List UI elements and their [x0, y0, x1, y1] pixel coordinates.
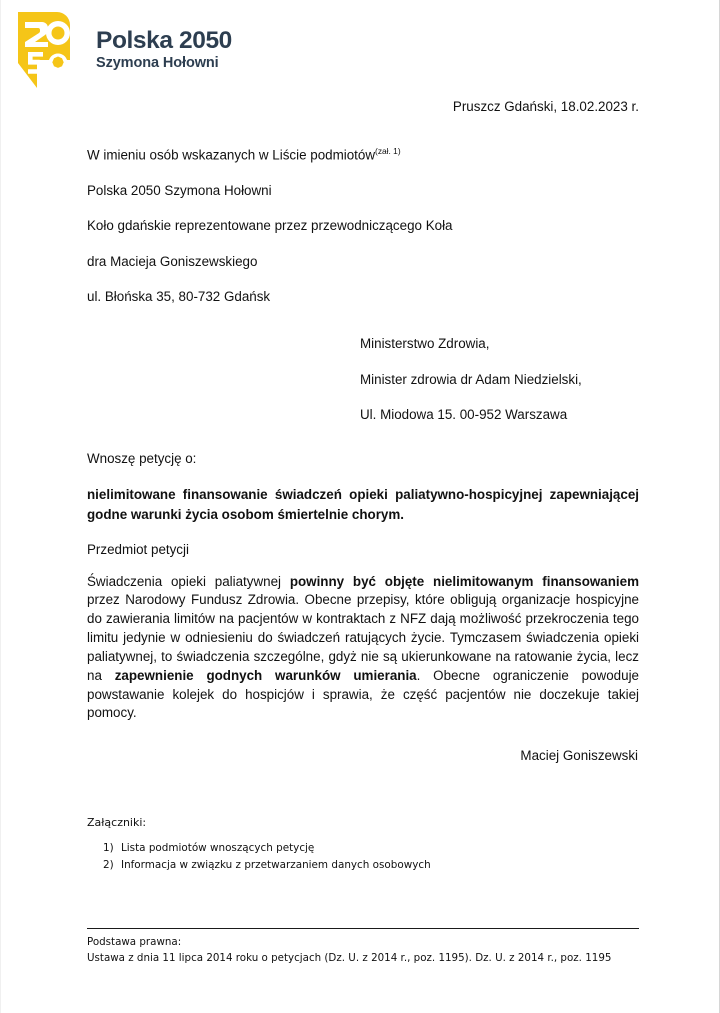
- sender-line-3: Koło gdańskie reprezentowane przez przewodniczącego Koła: [87, 218, 453, 234]
- recipient-block: [360, 336, 639, 422]
- petition-subject-label: Przedmiot petycji: [87, 541, 189, 557]
- attachments-title: Załączniki:: [87, 816, 147, 830]
- recipient-line-1: Ministerstwo Zdrowia,: [360, 336, 490, 352]
- emphasis-text: powinny być objęte nielimitowanym finansowaniem: [289, 573, 639, 589]
- attachment-text: Informacja w związku z przetwarzaniem danych osobowych: [121, 859, 431, 872]
- sender-block: [87, 146, 639, 304]
- attachment-number: 2): [103, 859, 114, 872]
- body-text: Świadczenia opieki paliatywnej: [87, 573, 290, 589]
- dateline: Pruszcz Gdański, 18.02.2023 r.: [452, 99, 639, 114]
- sender-line-4: dra Macieja Goniszewskiego: [87, 253, 258, 269]
- footer-label: Podstawa prawna:: [87, 936, 182, 948]
- footer: [87, 928, 639, 968]
- sender-line-2: Polska 2050 Szymona Hołowni: [87, 182, 272, 198]
- footnote-marker: (zał. 1): [375, 146, 401, 156]
- body-text: przez Narodowy Fundusz Zdrowia. Obecne przepisy, które obligują organizacje hospicyjne do zawierania limitów na pacjentów w kontraktach z NFZ dają możliwość przekroczenia tego limitu jedynie w odniesieniu do świadczeń ratujących życie. Tymczasem świadczenia opieki paliatywnej, to świadczenia szczególne, gdyż nie są ukierunkowane na ratowanie życia, lecz na: [87, 592, 639, 683]
- sender-line-5: ul. Błońska 35, 80-732 Gdańsk: [87, 289, 271, 305]
- polska-2050-logo-icon: [17, 11, 71, 89]
- petition-demand: nielimitowane finansowanie świadczeń opieki paliatywno-hospicyjnej zapewniającej godne warunki życia osobom śmiertelnie chorym.: [87, 487, 639, 522]
- list-item: [87, 859, 639, 871]
- attachment-number: 1): [103, 842, 114, 855]
- list-item: [87, 842, 639, 854]
- emphasis-text: zapewnienie godnych warunków umierania: [114, 667, 417, 683]
- petition-intro: Wnoszę petycję o:: [87, 451, 197, 467]
- footer-divider: [87, 928, 639, 929]
- footer-legal-basis: Ustawa z dnia 11 lipca 2014 roku o petycjach (Dz. U. z 2014 r., poz. 1195). Dz. U. z 2014 r., poz. 1195: [87, 952, 612, 964]
- signature: Maciej Goniszewski: [520, 748, 638, 764]
- recipient-line-3: Ul. Miodowa 15. 00-952 Warszawa: [360, 407, 568, 423]
- brand-title: Polska 2050: [96, 27, 232, 54]
- attachment-text: Lista podmiotów wnoszących petycję: [121, 842, 315, 855]
- sender-line-1-text: W imieniu osób wskazanych w Liście podmiotów: [87, 147, 376, 163]
- brand-subtitle: Szymona Hołowni: [96, 54, 219, 71]
- attachments-list: [87, 842, 639, 871]
- petition-body: [87, 573, 639, 724]
- attachments-block: [87, 816, 639, 871]
- recipient-line-2: Minister zdrowia dr Adam Niedzielski,: [360, 371, 582, 387]
- body-text: . Obecne ograniczenie powoduje powstawanie kolejek do hospicjów i sprawia, że część pacjentów nie doczekuje takiej pomocy.: [87, 667, 639, 721]
- document-body: [87, 0, 639, 876]
- sender-line-1: [87, 146, 639, 162]
